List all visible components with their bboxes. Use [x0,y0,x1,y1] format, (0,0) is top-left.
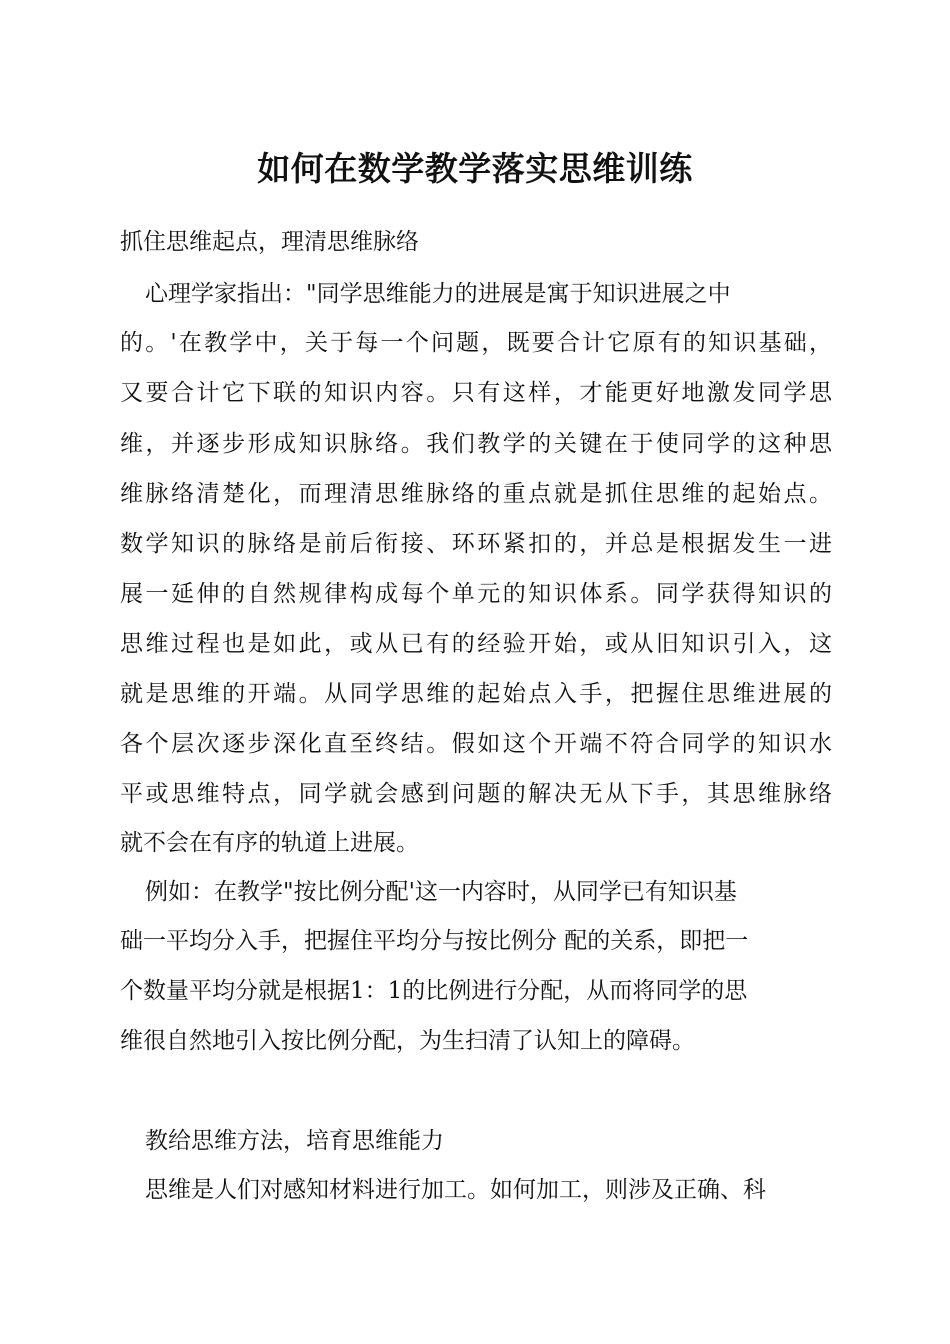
paragraph-line: 各个层次逐步深化直至终结。假如这个开端不符合同学的知识水 [120,731,832,757]
paragraph-line: 例如：在教学"按比例分配'这一内容时，从同学已有知识基 [145,879,737,905]
section-heading: 教给思维方法，培育思维能力 [145,1128,444,1154]
paragraph-line: 平或思维特点，同学就会感到问题的解决无从下手，其思维脉络 [120,781,832,807]
paragraph-line: 就是思维的开端。从同学思维的起始点入手，把握住思维进展的 [120,681,832,707]
document-title: 如何在数学教学落实思维训练 [257,149,693,188]
paragraph-line: 的。'在教学中，关于每一个问题，既要合计它原有的知识基础， [120,330,832,356]
paragraph-line: 思维是人们对感知材料进行加工。如何加工，则涉及正确、科 [145,1177,766,1203]
paragraph-line: 展一延伸的自然规律构成每个单元的知识体系。同学获得知识的 [120,581,832,607]
paragraph-line: 础一平均分入手，把握住平均分与按比例分 配的关系，即把一 [120,928,749,954]
paragraph-line: 个数量平均分就是根据1：1的比例进行分配，从而将同学的思 [120,978,748,1004]
paragraph-line: 就不会在有序的轨道上进展。 [120,830,419,856]
paragraph-line: 维脉络清楚化，而理清思维脉络的重点就是抓住思维的起始点。 [120,481,832,507]
section-heading: 抓住思维起点，理清思维脉络 [120,229,419,255]
paragraph-line: 又要合计它下联的知识内容。只有这样，才能更好地激发同学思 [120,380,832,406]
paragraph-line: 心理学家指出："同学思维能力的进展是寓于知识进展之中 [145,281,731,307]
paragraph-line: 思维过程也是如此，或从已有的经验开始，或从旧知识引入，这 [120,631,832,657]
paragraph-line: 维很自然地引入按比例分配，为生扫清了认知上的障碍。 [120,1028,695,1054]
paragraph-line: 维，并逐步形成知识脉络。我们教学的关键在于使同学的这种思 [120,431,832,457]
paragraph-line: 数学知识的脉络是前后衔接、环环紧扣的，并总是根据发生一进 [120,531,832,557]
